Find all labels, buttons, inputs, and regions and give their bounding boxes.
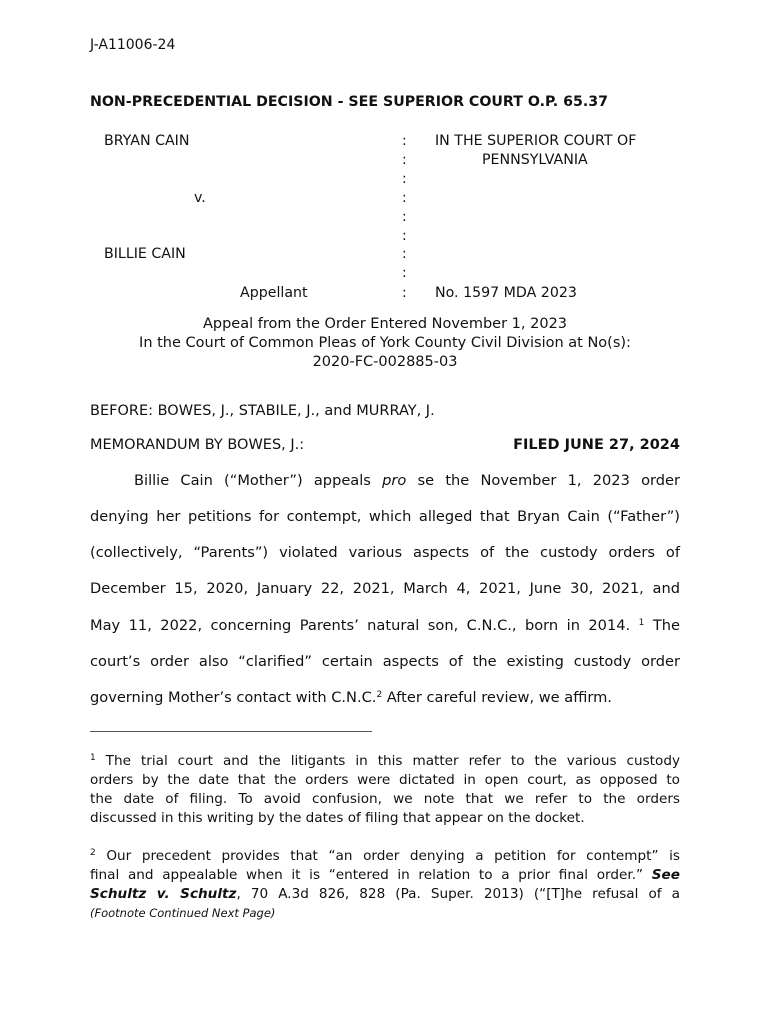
body-line: governing Mother’s contact with C.N.C.$^2$ After careful review, we affirm.	[90, 689, 612, 706]
memorandum-author: MEMORANDUM BY BOWES, J.:	[90, 437, 305, 453]
footnote-line: discussed in this writing by the dates of filing that appear on the docket.	[90, 810, 585, 826]
caption-colon: :	[402, 190, 407, 206]
footnote-ref[interactable]: 2	[376, 690, 383, 700]
footnote-line: orders by the date that the orders were dictated in open court, as opposed to	[90, 772, 680, 788]
party-defendant: BILLIE CAIN	[104, 246, 186, 262]
body-line: court’s order also “clarified” certain aspects of the existing custody order	[90, 653, 680, 670]
caption-colon: :	[402, 246, 407, 262]
appellant-label: Appellant	[240, 285, 308, 301]
court-name-line1: IN THE SUPERIOR COURT OF	[435, 133, 637, 149]
appeal-line2: In the Court of Common Pleas of York County Civil Division at No(s):	[139, 335, 631, 351]
footnote-line: Schultz v. Schultz, 70 A.3d 826, 828 (Pa. Super. 2013) (“[T]he refusal of a	[90, 886, 680, 902]
precedential-banner: NON-PRECEDENTIAL DECISION - SEE SUPERIOR COURT O.P. 65.37	[90, 94, 608, 110]
body-line: denying her petitions for contempt, which alleged that Bryan Cain (“Father”)	[90, 508, 680, 525]
case-number: No. 1597 MDA 2023	[435, 285, 577, 301]
footnote-line: $^1$ The trial court and the litigants in this matter refer to the various custody	[90, 753, 680, 769]
body-line: May 11, 2022, concerning Parents’ natural son, C.N.C., born in 2014. $^1$ The	[90, 617, 680, 634]
body-line: (collectively, “Parents”) violated various aspects of the custody orders of	[90, 544, 680, 561]
caption-colon: :	[402, 171, 407, 187]
body-line: Billie Cain (“Mother”) appeals pro se the November 1, 2023 order	[134, 472, 681, 489]
footnote-line: final and appealable when it is “entered in relation to a prior final order.” See	[90, 867, 680, 883]
appeal-line3: 2020-FC-002885-03	[312, 354, 458, 370]
footnote-line: the date of filing. To avoid confusion, we note that we refer to the orders	[90, 791, 680, 807]
footnote-ref[interactable]: 1	[638, 618, 645, 628]
caption-colon: :	[402, 152, 407, 168]
filed-date: FILED JUNE 27, 2024	[513, 437, 680, 453]
footnote-mark: 2	[90, 848, 96, 858]
versus-label: v.	[194, 190, 206, 206]
before-panel: BEFORE: BOWES, J., STABILE, J., and MURRAY, J.	[90, 403, 435, 419]
caption-colon: :	[402, 265, 407, 281]
appeal-line1: Appeal from the Order Entered November 1, 2023	[202, 316, 568, 332]
case-citation: Schultz v. Schultz	[90, 886, 237, 902]
court-name-line2: PENNSYLVANIA	[482, 152, 588, 168]
footnote-line: $^2$ Our precedent provides that “an order denying a petition for contempt” is	[90, 848, 680, 864]
docket-code: J-A11006-24	[90, 37, 176, 53]
footnote-divider	[90, 731, 372, 732]
caption-colon: :	[402, 285, 407, 301]
party-plaintiff: BRYAN CAIN	[104, 133, 190, 149]
footnote-mark: 1	[90, 753, 96, 763]
body-line: December 15, 2020, January 22, 2021, March 4, 2021, June 30, 2021, and	[90, 580, 680, 597]
caption-colon: :	[402, 228, 407, 244]
caption-colon: :	[402, 209, 407, 225]
footnote-continued-note: (Footnote Continued Next Page)	[90, 906, 276, 920]
caption-colon: :	[402, 133, 407, 149]
